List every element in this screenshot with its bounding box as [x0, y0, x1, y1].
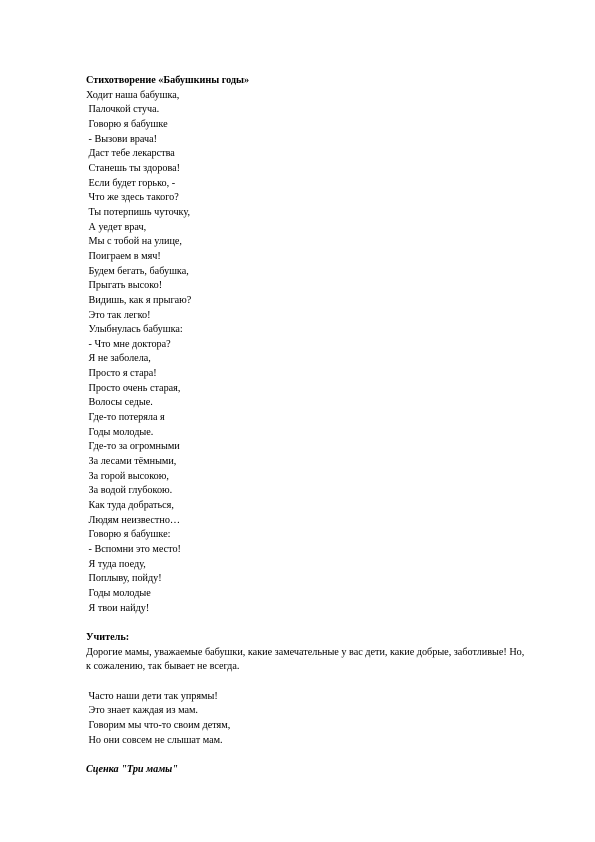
spacer — [86, 616, 526, 631]
poem-line: Поплыву, пойду! — [86, 573, 162, 585]
poem-line: Где-то за огромными — [86, 441, 180, 453]
poem-line: Мы с тобой на улице, — [86, 236, 182, 248]
verse-two — [86, 690, 526, 749]
poem-line: - Вызови врача! — [86, 133, 158, 145]
poem-line: Годы молодые. — [86, 426, 154, 438]
poem-line: - Что мне доктора? — [86, 338, 171, 350]
poem — [86, 89, 526, 617]
poem-line: Просто очень старая, — [86, 382, 181, 394]
poem-line: Будем бегать, бабушка, — [86, 265, 189, 277]
poem-line: Улыбнулась бабушка: — [86, 324, 183, 336]
poem-line: Говорю я бабушке: — [86, 529, 171, 541]
document-body — [86, 74, 526, 777]
poem-line: Если будет горько, - — [86, 177, 176, 189]
poem-line: Это так легко! — [86, 309, 151, 321]
teacher-label: Учитель: — [86, 631, 130, 643]
poem-line: Палочкой стуча. — [86, 104, 160, 116]
poem-line: За водой глубокою. — [86, 485, 173, 497]
teacher-speech: Дорогие мамы, уважаемые бабушки, какие замечательные у вас дети, какие добрые, заботливые! Но, к сожалению, так бывает не всегда. — [86, 646, 525, 673]
spacer — [86, 748, 526, 763]
poem-line: Что же здесь такого? — [86, 192, 179, 204]
poem-line: Волосы седые. — [86, 397, 153, 409]
poem-line: Говорю я бабушке — [86, 118, 168, 130]
poem-line: Ты потерпишь чуточку, — [86, 206, 190, 218]
poem-line: Я туда поеду, — [86, 558, 146, 570]
poem-line: За горой высокою, — [86, 470, 169, 482]
poem-line: Я не заболела, — [86, 353, 151, 365]
scene-title: Сценка "Три мамы" — [86, 763, 178, 775]
poem-line: Но они совсем не слышат мам. — [86, 734, 223, 746]
poem-line: А уедет врач, — [86, 221, 147, 233]
poem-line: За лесами тёмными, — [86, 456, 177, 468]
poem-line: Часто наши дети так упрямы! — [86, 690, 218, 702]
poem-line: Даст тебе лекарства — [86, 148, 175, 160]
poem-line: Это знает каждая из мам. — [86, 705, 198, 717]
poem-line: Говорим мы что-то своим детям, — [86, 719, 231, 731]
poem-line: Видишь, как я прыгаю? — [86, 294, 192, 306]
poem-title: Стихотворение «Бабушкины годы» — [86, 75, 250, 86]
poem-line: Ходит наша бабушка, — [86, 89, 180, 101]
spacer — [86, 675, 526, 690]
poem-line: Где-то потеряла я — [86, 412, 165, 424]
poem-line: Я твои найду! — [86, 602, 150, 614]
poem-line: Поиграем в мяч! — [86, 250, 161, 262]
poem-line: Просто я стара! — [86, 368, 157, 380]
poem-line: Годы молодые — [86, 587, 151, 599]
poem-line: - Вспомни это место! — [86, 544, 181, 555]
poem-line: Как туда добраться, — [86, 500, 174, 512]
poem-line: Людям неизвестно… — [86, 514, 181, 526]
poem-line: Станешь ты здорова! — [86, 162, 181, 174]
poem-line: Прыгать высоко! — [86, 280, 163, 292]
